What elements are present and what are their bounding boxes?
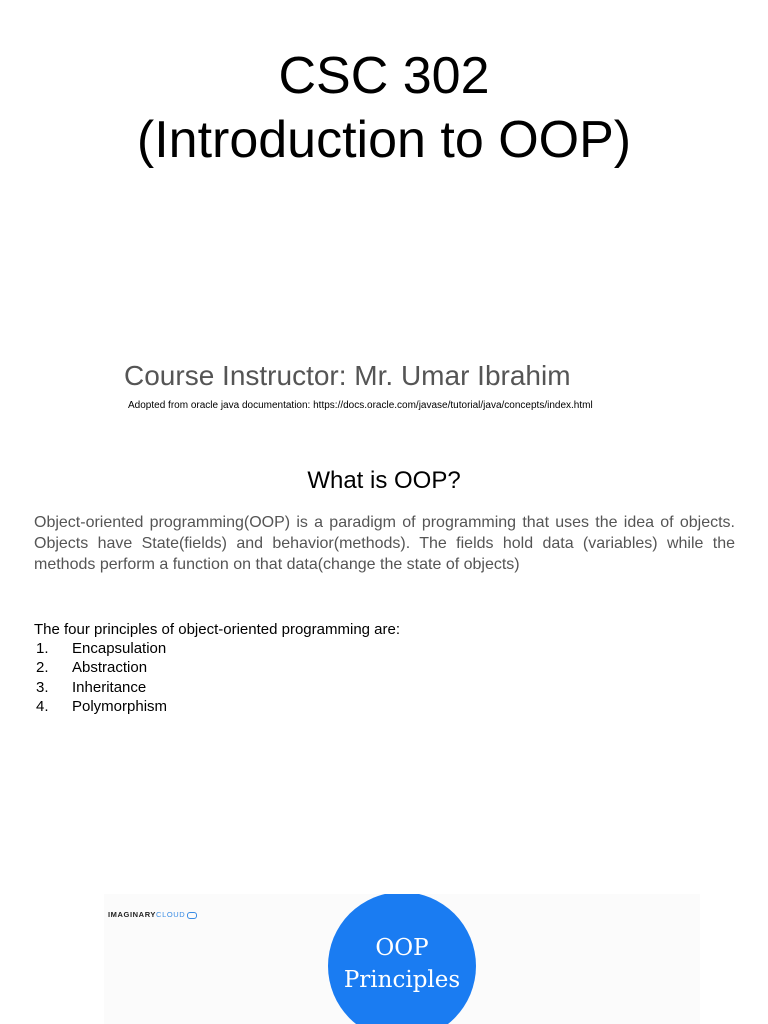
principles-list: [36, 639, 167, 716]
course-instructor: Course Instructor: Mr. Umar Ibrahim: [124, 360, 571, 391]
list-item-label: Encapsulation: [72, 640, 167, 657]
list-item-label: Abstraction: [72, 659, 148, 677]
source-note: Adopted from oracle java documentation: https://docs.oracle.com/javase/tutorial/java/concepts/index.html: [128, 400, 593, 411]
list-item-number: 2.: [36, 659, 49, 677]
title-line-2: (Introduction to OOP): [136, 111, 632, 169]
circle-label: [328, 932, 476, 996]
logo-text-cloud: CLOUD: [156, 910, 186, 919]
logo-text-imaginary: IMAGINARY: [108, 910, 157, 919]
circle-label-line-1: OOP: [375, 935, 429, 961]
list-item-number: 1.: [36, 640, 49, 657]
list-item: [36, 639, 167, 658]
page-title: [0, 44, 768, 172]
cloud-icon: [187, 912, 197, 919]
list-item: [36, 697, 167, 716]
list-item-label: Inheritance: [72, 678, 147, 696]
oop-definition-paragraph: Object-oriented programming(OOP) is a paradigm of programming that uses the idea of objects. Objects have State(fields) and behavior(methods). The fields hold data (variables) while the methods perform a function on that data(change the state of objects): [34, 514, 735, 573]
list-item: [36, 678, 167, 697]
imaginary-cloud-logo: [108, 910, 197, 920]
oop-principles-figure: [104, 894, 700, 1024]
section-heading: What is OOP?: [307, 467, 461, 494]
list-item-label: Polymorphism: [72, 697, 168, 715]
principles-intro: The four principles of object-oriented programming are:: [34, 621, 401, 638]
list-item-number: 3.: [36, 678, 49, 696]
title-line-1: CSC 302: [278, 47, 490, 105]
circle-label-line-2: Principles: [343, 967, 461, 993]
list-item: [36, 658, 167, 677]
list-item-number: 4.: [36, 697, 49, 715]
